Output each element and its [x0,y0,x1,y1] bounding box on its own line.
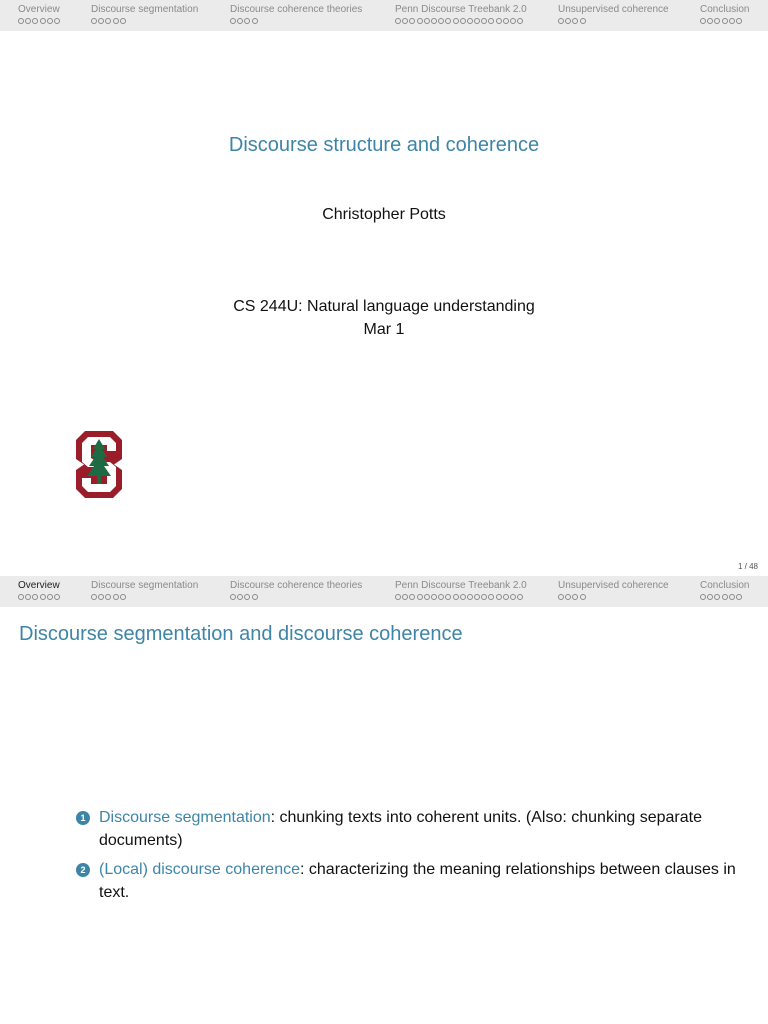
nav-section-label: Discourse coherence theories [230,4,363,15]
nav-dots[interactable] [395,18,527,28]
nav-slide-dot[interactable] [467,18,473,24]
nav-slide-dot[interactable] [714,594,720,600]
nav-dots[interactable] [395,594,527,604]
nav-slide-dot[interactable] [18,594,24,600]
list-item [76,858,736,904]
nav-slide-dot[interactable] [98,18,104,24]
nav-slide-dot[interactable] [481,18,487,24]
nav-slide-dot[interactable] [431,594,437,600]
nav-slide-dot[interactable] [32,594,38,600]
stanford-logo [76,431,122,498]
nav-slide-dot[interactable] [244,18,250,24]
nav-slide-dot[interactable] [431,18,437,24]
nav-slide-dot[interactable] [474,594,480,600]
nav-section-penn-discourse-treebank[interactable] [395,4,527,28]
slide-overview [0,576,768,1024]
author-name: Christopher Potts [322,206,446,223]
item-number-badge: 1 [76,811,90,825]
nav-slide-dot[interactable] [409,594,415,600]
nav-slide-dot[interactable] [572,18,578,24]
nav-slide-dot[interactable] [558,594,564,600]
nav-section-label: Conclusion [700,4,750,15]
nav-dots[interactable] [700,18,749,28]
section-navbar [0,576,768,607]
nav-slide-dot[interactable] [47,594,53,600]
nav-slide-dot[interactable] [729,18,735,24]
nav-dots[interactable] [91,594,198,604]
nav-slide-dot[interactable] [445,18,451,24]
nav-slide-dot[interactable] [120,594,126,600]
nav-slide-dot[interactable] [503,18,509,24]
nav-slide-dot[interactable] [91,18,97,24]
nav-section-label: Overview [18,4,60,15]
section-navbar [0,0,768,31]
nav-slide-dot[interactable] [417,594,423,600]
nav-slide-dot[interactable] [700,594,706,600]
nav-dots[interactable] [558,594,669,604]
nav-slide-dot[interactable] [409,18,415,24]
nav-section-penn-discourse-treebank[interactable] [395,580,527,604]
nav-slide-dot[interactable] [32,18,38,24]
nav-section-label: Discourse segmentation [91,4,199,15]
nav-section-overview[interactable] [18,580,61,604]
nav-slide-dot[interactable] [488,18,494,24]
nav-slide-dot[interactable] [98,594,104,600]
nav-slide-dot[interactable] [722,594,728,600]
item-term: (Local) discourse coherence [99,861,300,878]
nav-slide-dot[interactable] [402,594,408,600]
nav-slide-dot[interactable] [460,18,466,24]
nav-section-label: Overview [18,580,60,591]
item-description: : chunking texts into coherent units. (Also: chunking separate documents) [99,809,702,849]
nav-slide-dot[interactable] [496,18,502,24]
nav-slide-dot[interactable] [424,18,430,24]
page-number: 1 / 48 [737,562,758,571]
nav-slide-dot[interactable] [113,18,119,24]
nav-section-label: Penn Discourse Treebank 2.0 [395,580,527,591]
nav-slide-dot[interactable] [453,594,459,600]
presentation-title: Discourse structure and coherence [228,134,540,156]
nav-slide-dot[interactable] [707,594,713,600]
nav-slide-dot[interactable] [558,18,564,24]
nav-slide-dot[interactable] [565,594,571,600]
nav-slide-dot[interactable] [517,18,523,24]
nav-slide-dot[interactable] [496,594,502,600]
item-body [99,858,736,904]
nav-slide-dot[interactable] [230,594,236,600]
nav-slide-dot[interactable] [510,18,516,24]
nav-slide-dot[interactable] [40,594,46,600]
nav-slide-dot[interactable] [729,594,735,600]
nav-slide-dot[interactable] [453,18,459,24]
nav-slide-dot[interactable] [244,594,250,600]
nav-section-discourse-coherence-theories[interactable] [230,4,362,28]
nav-slide-dot[interactable] [722,18,728,24]
nav-slide-dot[interactable] [105,18,111,24]
nav-slide-dot[interactable] [707,18,713,24]
nav-slide-dot[interactable] [54,594,60,600]
nav-section-label: Penn Discourse Treebank 2.0 [395,4,527,15]
item-description: : characterizing the meaning relationships between clauses in text. [99,861,736,901]
slide-title: Discourse segmentation and discourse coherence [19,623,463,645]
nav-slide-dot[interactable] [18,18,24,24]
nav-section-label: Conclusion [700,580,750,591]
nav-slide-dot[interactable] [252,594,258,600]
nav-section-unsupervised-coherence[interactable] [558,4,669,28]
nav-section-discourse-segmentation[interactable] [91,4,198,28]
nav-slide-dot[interactable] [230,18,236,24]
nav-slide-dot[interactable] [460,594,466,600]
nav-slide-dot[interactable] [572,594,578,600]
nav-slide-dot[interactable] [113,594,119,600]
nav-slide-dot[interactable] [105,594,111,600]
nav-section-label: Discourse coherence theories [230,580,363,591]
nav-slide-dot[interactable] [580,594,586,600]
nav-dots[interactable] [18,18,61,28]
nav-slide-dot[interactable] [510,594,516,600]
nav-slide-dot[interactable] [395,18,401,24]
nav-slide-dot[interactable] [25,594,31,600]
nav-slide-dot[interactable] [40,18,46,24]
nav-slide-dot[interactable] [714,18,720,24]
nav-slide-dot[interactable] [120,18,126,24]
nav-section-discourse-coherence-theories[interactable] [230,580,362,604]
nav-slide-dot[interactable] [395,594,401,600]
nav-section-overview[interactable] [18,4,61,28]
course-name: CS 244U: Natural language understanding [233,298,535,315]
course-info [0,295,768,341]
nav-slide-dot[interactable] [402,18,408,24]
nav-slide-dot[interactable] [54,18,60,24]
nav-slide-dot[interactable] [417,18,423,24]
nav-slide-dot[interactable] [700,18,706,24]
nav-slide-dot[interactable] [237,594,243,600]
nav-slide-dot[interactable] [424,594,430,600]
nav-dots[interactable] [700,594,749,604]
item-body [99,806,736,852]
nav-dots[interactable] [558,18,669,28]
nav-dots[interactable] [230,18,362,28]
presentation-date: Mar 1 [363,321,405,338]
item-number-badge: 2 [76,863,90,877]
nav-slide-dot[interactable] [474,18,480,24]
nav-section-label: Unsupervised coherence [558,580,669,591]
nav-slide-dot[interactable] [438,594,444,600]
nav-section-label: Discourse segmentation [91,580,199,591]
nav-section-conclusion[interactable] [700,580,749,604]
nav-slide-dot[interactable] [488,594,494,600]
nav-slide-dot[interactable] [467,594,473,600]
nav-dots[interactable] [18,594,61,604]
nav-slide-dot[interactable] [438,18,444,24]
list-item [76,806,736,852]
nav-slide-dot[interactable] [481,594,487,600]
nav-slide-dot[interactable] [25,18,31,24]
nav-slide-dot[interactable] [445,594,451,600]
nav-slide-dot[interactable] [503,594,509,600]
nav-slide-dot[interactable] [517,594,523,600]
nav-slide-dot[interactable] [237,18,243,24]
nav-dots[interactable] [91,18,198,28]
nav-dots[interactable] [230,594,362,604]
nav-slide-dot[interactable] [736,594,742,600]
item-term: Discourse segmentation [99,809,271,826]
nav-slide-dot[interactable] [252,18,258,24]
nav-section-discourse-segmentation[interactable] [91,580,198,604]
nav-section-unsupervised-coherence[interactable] [558,580,669,604]
nav-slide-dot[interactable] [47,18,53,24]
nav-slide-dot[interactable] [736,18,742,24]
nav-slide-dot[interactable] [580,18,586,24]
nav-section-label: Unsupervised coherence [558,4,669,15]
nav-section-conclusion[interactable] [700,4,749,28]
nav-slide-dot[interactable] [91,594,97,600]
nav-slide-dot[interactable] [565,18,571,24]
